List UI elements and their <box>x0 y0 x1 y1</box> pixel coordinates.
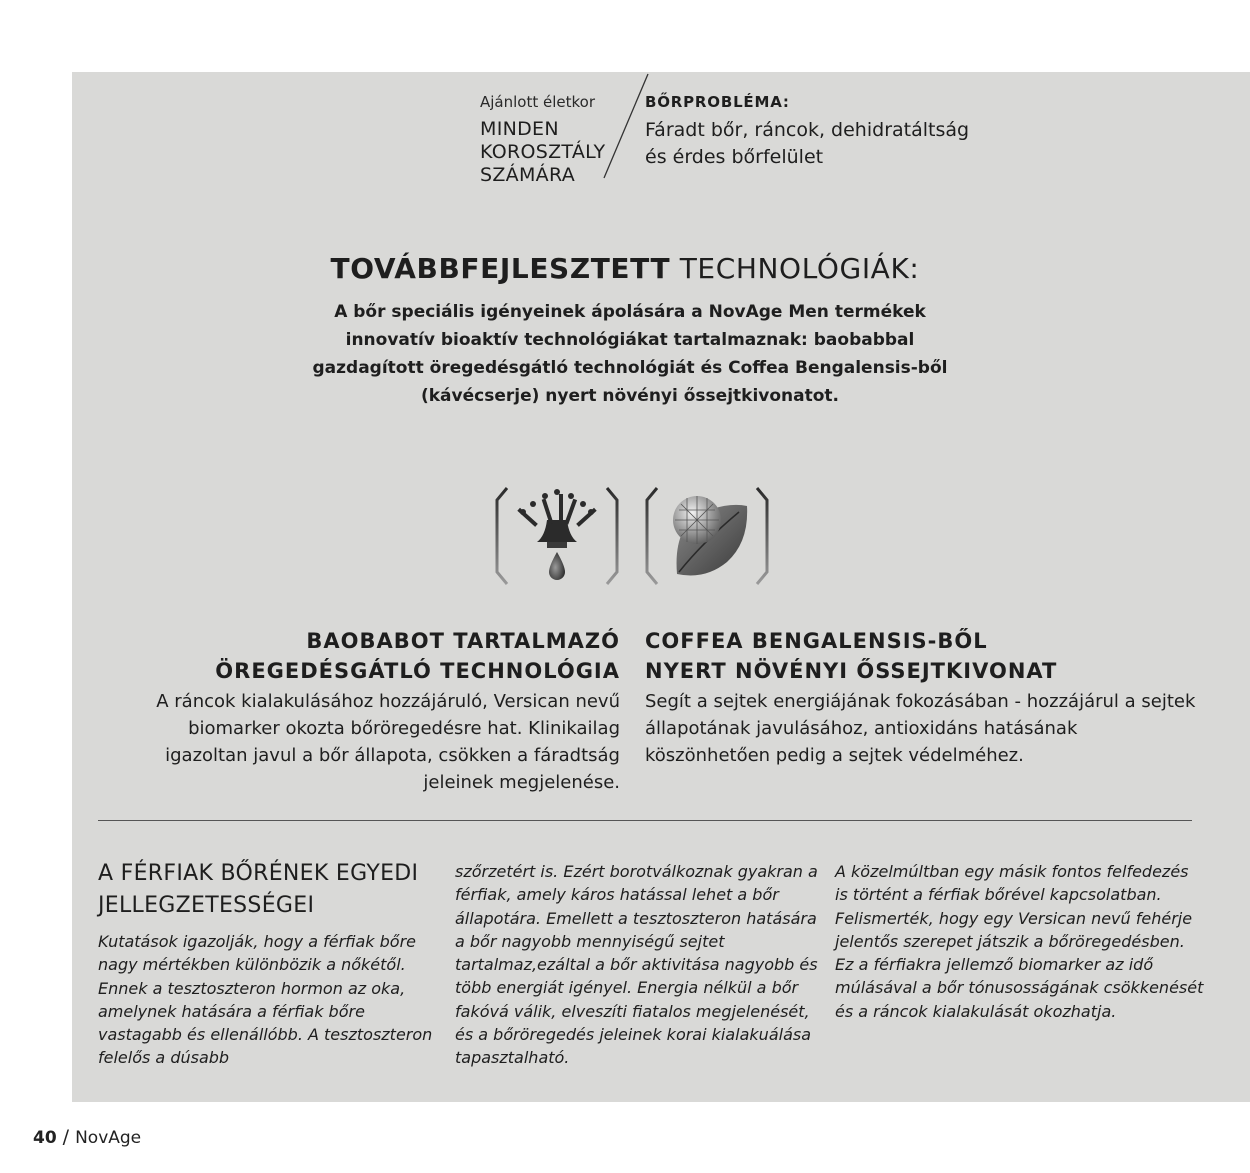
technologies-intro: A bőr speciális igényeinek ápolására a NovAge Men termékek innovatív bioaktív technológiákat tartalmaznak: baobabbal gazdagított öregedésgátló technológiát és Coffea Bengalensis-ből (kávécserje) nyert növényi őssejtkivonatot. <box>312 302 948 406</box>
coffea-heading <box>645 626 1205 686</box>
section-divider <box>98 820 1192 821</box>
coffea-text: Segít a sejtek energiájának fokozásában - hozzájárul a sejtek állapotának javulásához, antioxidáns hatásának köszönhetően pedig a sejtek védelméhez. <box>645 691 1196 766</box>
technologies-title-regular: TECHNOLÓGIÁK: <box>670 252 920 285</box>
coffea-leaf-cell-icon <box>643 486 771 586</box>
technologies-title <box>0 252 1250 285</box>
baobab-text: A ráncok kialakulásához hozzájáruló, Versican nevű biomarker okozta bőröregedésre hat. Klinikailag igazoltan javul a bőr állapota, csökken a fáradtság jeleinek megjelenése. <box>156 691 620 793</box>
footer-separator: / <box>62 1126 70 1148</box>
technologies-title-bold: TOVÁBBFEJLESZTETT <box>330 252 671 285</box>
coffea-heading-line: COFFEA BENGALENSIS-BŐL <box>645 629 988 653</box>
men-skin-column-1: Kutatások igazolják, hogy a férfiak bőre nagy mértékben különbözik a nőkétől. Ennek a tesztoszteron hormon az oka, amelynek hatására a férfiak bőre vastagabb és ellenállóbb. A tesztoszteron felelős a dúsabb <box>98 932 433 1068</box>
page-footer <box>33 1126 141 1148</box>
baobab-tree-droplet-icon <box>493 486 621 586</box>
age-value-line: KOROSZTÁLY <box>480 141 606 163</box>
age-value-line: SZÁMÁRA <box>480 164 575 186</box>
age-label: Ajánlott életkor <box>480 93 596 111</box>
men-skin-heading: A FÉRFIAK BŐRÉNEK EGYEDI JELLEGZETESSÉGEI <box>98 861 419 918</box>
baobab-heading-line: ÖREGEDÉSGÁTLÓ TECHNOLÓGIA <box>215 659 620 683</box>
baobab-heading <box>80 626 620 686</box>
skin-problem-label: BŐRPROBLÉMA: <box>645 93 790 111</box>
skin-problem-value <box>645 117 969 171</box>
page-number: 40 <box>33 1128 57 1148</box>
skin-problem-line: Fáradt bőr, ráncok, dehidratáltság <box>645 119 970 141</box>
men-skin-column-2: szőrzetért is. Ezért borotválkoznak gyakran a férfiak, amely káros hatással lehet a bőr állapotára. Emellett a tesztoszteron hatására a bőr nagyobb mennyiségű sejtet tartalmaz,ezáltal a bőr aktivitása nagyobb és több energiát igényel. Energia nélkül a bőr fakóvá válik, elveszíti fiatalos megjelenését, és a bőröregedés jeleinek korai kialakuálása tapasztalható. <box>455 862 818 1068</box>
men-skin-column-3: A közelmúltban egy másik fontos felfedezés is történt a férfiak bőrével kapcsolatban. Felismerték, hogy egy Versican nevű fehérje jelentős szerepet játszik a bőröregedésben. Ez a férfiakra jellemző biomarker az idő múlásával a bőr tónusosságának csökkenését és a ráncok kialakulását okozhatja. <box>835 862 1204 1021</box>
age-value-line: MINDEN <box>480 118 559 140</box>
age-value <box>480 118 605 187</box>
footer-brand: NovAge <box>75 1128 142 1148</box>
coffea-heading-line: NYERT NÖVÉNYI ŐSSEJTKIVONAT <box>645 659 1058 683</box>
skin-problem-line: és érdes bőrfelület <box>645 146 824 168</box>
baobab-heading-line: BAOBABOT TARTALMAZÓ <box>306 629 620 653</box>
